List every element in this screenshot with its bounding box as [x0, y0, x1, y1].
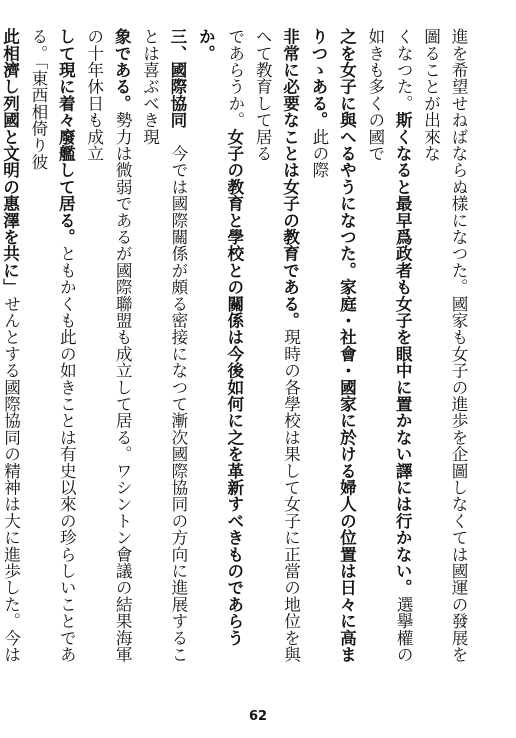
text-column: [417, 28, 472, 678]
body-text: [0, 28, 472, 678]
text-column: [192, 28, 249, 678]
emphasized-text: 非常に必要なことは女子の教育である。: [280, 28, 301, 329]
body-text-run: ともかくも此の如きことは有史以來の珍らしいことである。「東西相倚り彼: [28, 28, 77, 663]
body-text-run: 此の際: [309, 128, 329, 179]
emphasized-text: 斯くなると最早爲政者も女子を眼中に置かない譯には行かない。: [393, 111, 414, 596]
text-column: [136, 28, 192, 678]
emphasized-text: して現に着々廢艦して居る。: [56, 28, 77, 246]
text-column: [25, 28, 81, 678]
text-column: [80, 28, 136, 678]
text-column: [361, 28, 417, 678]
emphasized-text: 象である。: [112, 28, 133, 112]
body-text-run: 選擧權の如きも多くの國で: [365, 28, 414, 663]
section-heading: 三、國際協同: [167, 28, 188, 129]
emphasized-text: 之を女子に與へるやうになつた。: [337, 28, 358, 279]
body-text-run: せんとする國際協同の精神は大に進歩した。今は: [1, 295, 21, 663]
body-text-run: であらうか。: [225, 28, 245, 129]
body-text-run: 現時の各學校は果して女子に正當の地位を與へて教育して居る: [253, 28, 301, 663]
emphasized-text: 此相濟し列國と文明の惠澤を共に」: [0, 28, 21, 296]
text-column: [0, 28, 25, 678]
body-text-run: 進を希望せねばならぬ樣になつた。國家も女子の進歩を企圖しなくては國運の發展を圖ることが出來な: [421, 28, 468, 663]
text-column: [305, 28, 362, 678]
body-text-run: 今では國際關係が頗る密接になつて漸次國際協同の方向に進展することは喜ぶべき現: [140, 28, 188, 663]
body-text-run: くなつた。: [394, 28, 414, 112]
emphasized-text: 家庭・社會・國家に於ける婦人の位置は日々に高まりつゝある。: [308, 28, 358, 663]
emphasized-text: 女子の教育と學校との關係は今後如何に之を革新すべきものであらうか。: [196, 28, 245, 646]
text-column: [249, 28, 305, 678]
page-number: 62: [248, 709, 268, 724]
body-text-run: 勢力は微弱であるが國際聯盟も成立して居る。ワシントン會議の結果海軍の十年休日も成立: [84, 28, 133, 663]
